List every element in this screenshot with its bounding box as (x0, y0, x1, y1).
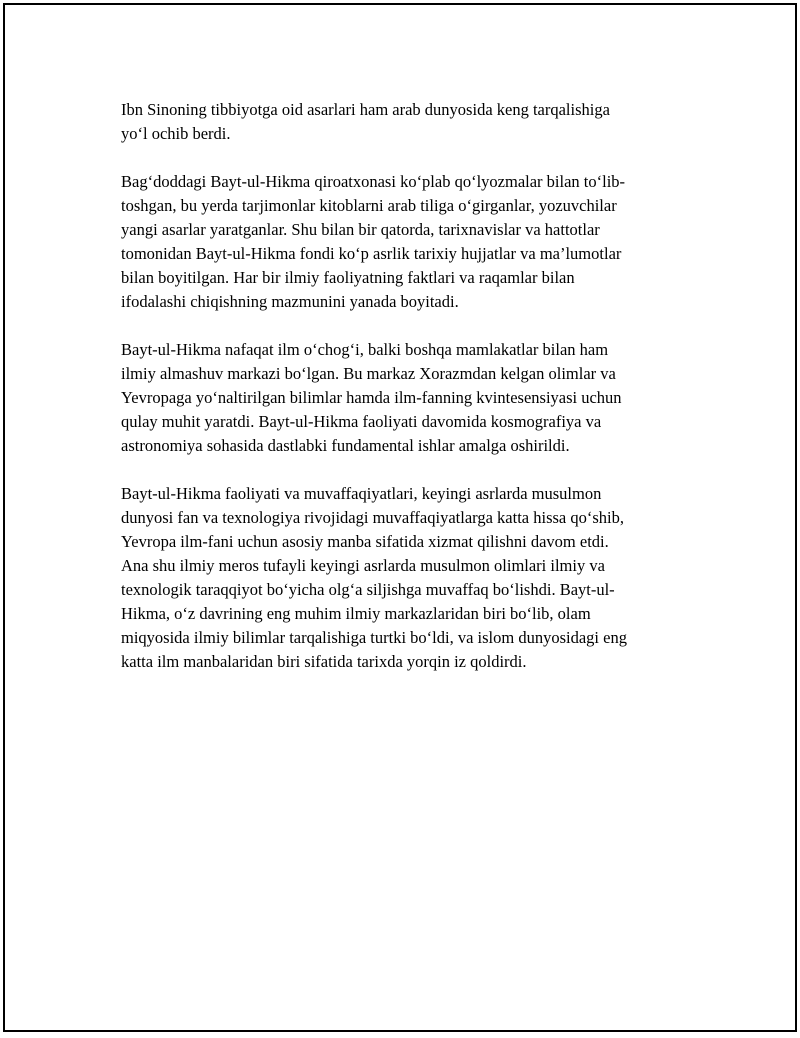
text-line: Yevropaga yo‘naltirilgan bilimlar hamda ilm-fanning kvintesensiyasi uchun (121, 388, 622, 407)
document-body (121, 98, 693, 698)
text-line: tomonidan Bayt-ul-Hikma fondi ko‘p asrlik tarixiy hujjatlar va ma’lumotlar (121, 244, 622, 263)
text-line: Yevropa ilm-fani uchun asosiy manba sifatida xizmat qilishni davom etdi. (121, 532, 609, 551)
text-line: qulay muhit yaratdi. Bayt-ul-Hikma faoliyati davomida kosmografiya va (121, 412, 602, 431)
text-line: Hikma, o‘z davrining eng muhim ilmiy markazlaridan biri bo‘lib, olam (121, 604, 591, 623)
paragraph-2 (121, 170, 693, 314)
text-line: Bag‘doddagi Bayt-ul-Hikma qiroatxonasi ko‘plab qo‘lyozmalar bilan to‘lib- (121, 172, 626, 191)
paragraph-4 (121, 482, 693, 674)
text-line: ifodalashi chiqishning mazmunini yanada boyitadi. (121, 292, 459, 311)
document-page (3, 3, 797, 1032)
text-line: miqyosida ilmiy bilimlar tarqalishiga turtki bo‘ldi, va islom dunyosidagi eng (121, 628, 627, 647)
text-line: toshgan, bu yerda tarjimonlar kitoblarni arab tiliga o‘girganlar, yozuvchilar (121, 196, 617, 215)
text-line: Bayt-ul-Hikma nafaqat ilm o‘chog‘i, balki boshqa mamlakatlar bilan ham (121, 340, 609, 359)
text-line: Ibn Sinoning tibbiyotga oid asarlari ham arab dunyosida keng tarqalishiga (121, 100, 610, 119)
paragraph-3 (121, 338, 693, 458)
text-line: katta ilm manbalaridan biri sifatida tarixda yorqin iz qoldirdi. (121, 652, 527, 671)
text-line: Ana shu ilmiy meros tufayli keyingi asrlarda musulmon olimlari ilmiy va (121, 556, 605, 575)
text-line: texnologik taraqqiyot bo‘yicha olg‘a siljishga muvaffaq bo‘lishdi. Bayt-ul- (121, 580, 615, 599)
text-line: dunyosi fan va texnologiya rivojidagi muvaffaqiyatlarga katta hissa qo‘shib, (121, 508, 624, 527)
text-line: yo‘l ochib berdi. (121, 124, 231, 143)
text-line: Bayt-ul-Hikma faoliyati va muvaffaqiyatlari, keyingi asrlarda musulmon (121, 484, 602, 503)
text-line: ilmiy almashuv markazi bo‘lgan. Bu markaz Xorazmdan kelgan olimlar va (121, 364, 616, 383)
text-line: yangi asarlar yaratganlar. Shu bilan bir qatorda, tarixnavislar va hattotlar (121, 220, 600, 239)
paragraph-1 (121, 98, 693, 146)
text-line: astronomiya sohasida dastlabki fundamental ishlar amalga oshirildi. (121, 436, 570, 455)
text-line: bilan boyitilgan. Har bir ilmiy faoliyatning faktlari va raqamlar bilan (121, 268, 575, 287)
